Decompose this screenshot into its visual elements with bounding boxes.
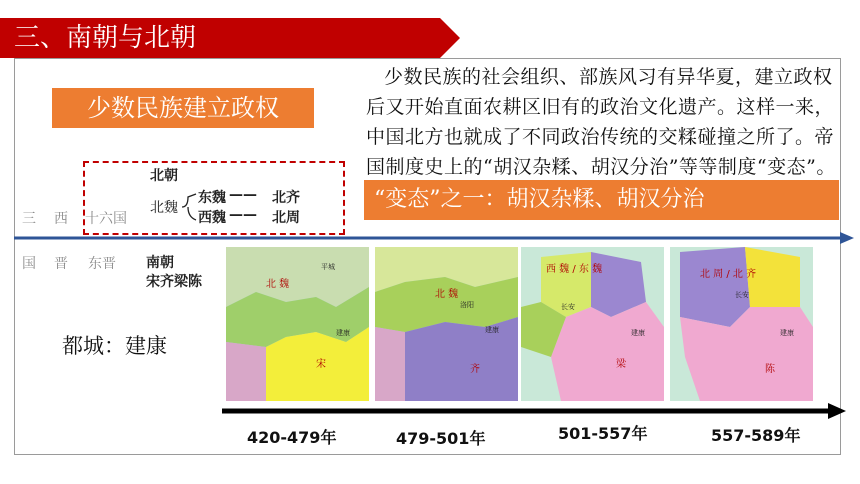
period-label-1: 420-479年 <box>247 428 337 447</box>
map4-city2: 建康 <box>780 329 794 337</box>
black-timeline-arrow <box>222 402 850 420</box>
branch-bracket <box>180 190 198 224</box>
map3-city2: 建康 <box>631 329 645 337</box>
period-label-4: 557-589年 <box>711 426 801 445</box>
timeline-bottom-1: 国 <box>22 256 36 272</box>
period-label-3: 501-557年 <box>558 424 648 443</box>
connector-1: —— <box>229 187 257 203</box>
map1-city1: 平城 <box>321 263 335 271</box>
western-wei-label: 西魏 <box>198 210 226 226</box>
timeline-bottom-2: 晋 <box>54 256 68 272</box>
northern-qi-label: 北齐 <box>272 190 300 206</box>
northern-wei-label: 北魏 <box>150 200 178 216</box>
map2-south: 齐 <box>470 364 480 375</box>
blue-timeline-arrow <box>14 230 856 246</box>
map-479-501 <box>375 247 518 401</box>
variant-callout: “变态”之一：胡汉杂糅、胡汉分治 <box>364 180 839 220</box>
northern-zhou-label: 北周 <box>272 210 300 226</box>
map4-south: 陈 <box>765 364 775 375</box>
map2-city2: 建康 <box>485 326 499 334</box>
map3-south: 梁 <box>616 359 626 370</box>
south-heading: 南朝 <box>146 255 174 271</box>
timeline-top-2: 西 <box>54 211 68 227</box>
map-420-479 <box>226 247 369 401</box>
description-paragraph: 少数民族的社会组织、部族风习有异华夏，建立政权后又开始直面农耕区旧有的政治文化遗产。这样一来，中国北方也就成了不同政治传统的交糅碰撞之所了。帝国制度史上的“胡汉杂糅、胡汉分治”等等制度“变态”。 <box>366 66 836 178</box>
timeline-top-3: 十六国 <box>85 211 127 227</box>
eastern-wei-label: 东魏 <box>198 190 226 206</box>
minority-regime-label: 少数民族建立政权 <box>52 88 314 128</box>
timeline-bottom-3: 东晋 <box>88 256 116 272</box>
south-dynasties-list: 宋齐梁陈 <box>146 274 202 290</box>
map3-city1: 长安 <box>561 303 575 311</box>
section-title: 三、南朝与北朝 <box>14 23 197 53</box>
map4-north: 北 周 / 北 齐 <box>700 269 757 280</box>
map4-city1: 长安 <box>735 291 749 299</box>
map2-city1: 洛阳 <box>460 301 474 309</box>
map-501-557 <box>521 247 664 401</box>
connector-2: —— <box>229 207 257 223</box>
north-heading: 北朝 <box>150 168 178 184</box>
period-label-2: 479-501年 <box>396 429 486 448</box>
map1-north: 北 魏 <box>266 279 290 290</box>
map-557-589 <box>670 247 813 401</box>
capital-label: 都城：建康 <box>62 334 167 358</box>
map3-north: 西 魏 / 东 魏 <box>546 264 603 275</box>
timeline-top-1: 三 <box>22 211 36 227</box>
map2-north: 北 魏 <box>435 289 459 300</box>
map1-city2: 建康 <box>336 329 350 337</box>
map1-south: 宋 <box>316 359 326 370</box>
